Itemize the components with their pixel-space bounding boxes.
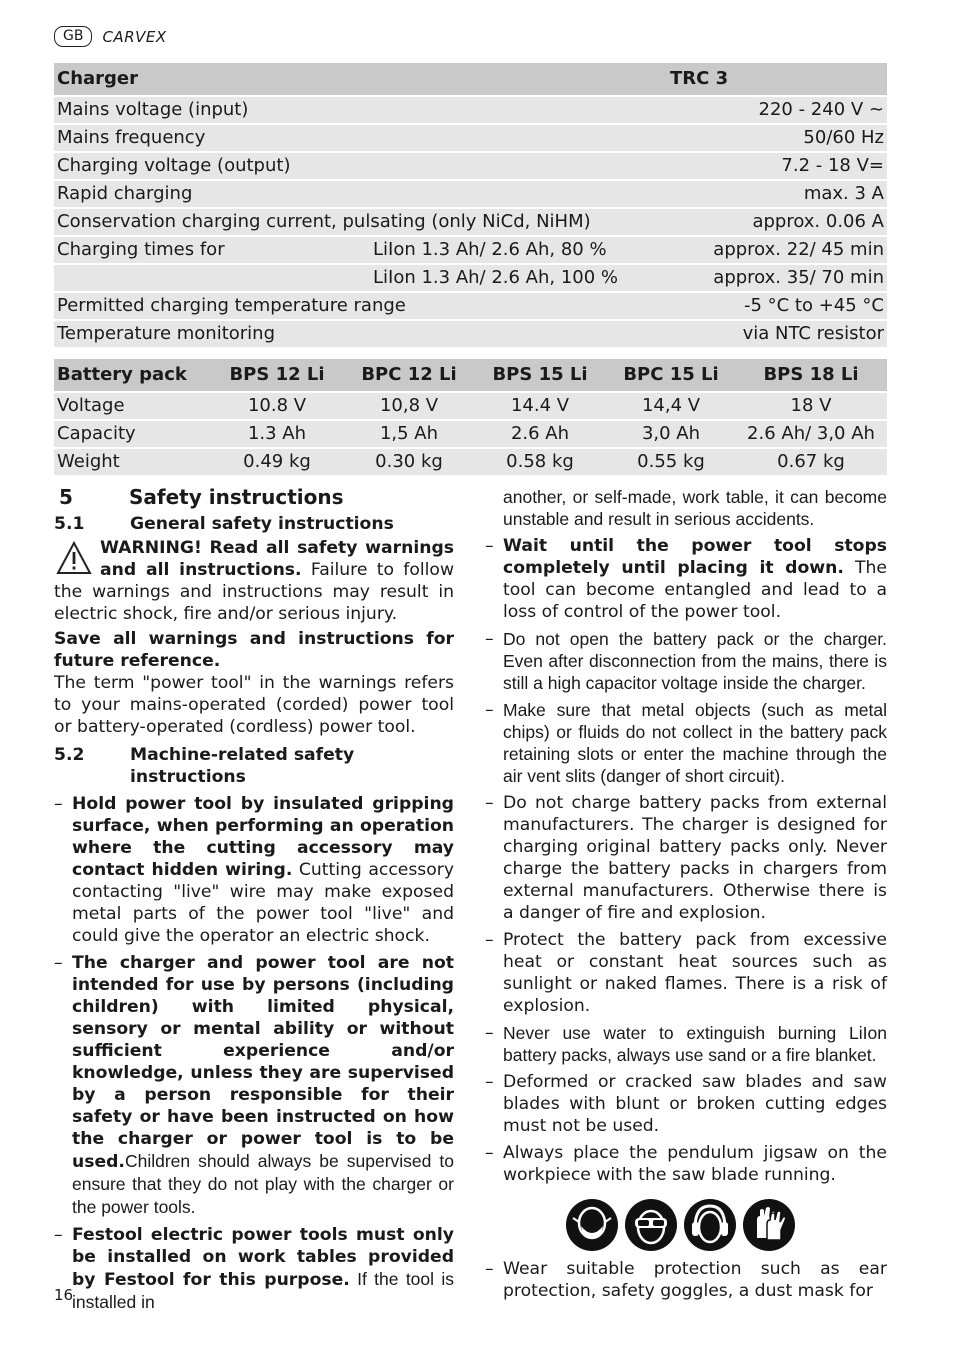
list-item: [54, 1224, 454, 1314]
list-item-text: Never use water to extinguish burning LiIon battery packs, always use sand or a fire blanket.: [503, 1023, 887, 1065]
section-number: 5.1: [54, 514, 85, 534]
table-cell: LiIon 1.3 Ah/ 2.6 Ah, 100 %: [370, 265, 670, 291]
table-row: [54, 421, 887, 447]
warning-paragraph: [54, 537, 454, 625]
list-item-text: Protect the battery pack from excessive heat or constant heat sources such as sunlight or naked flames. There is a risk of explosion.: [503, 930, 887, 1016]
table-cell: 0.30 kg: [345, 449, 473, 475]
right-column: [485, 486, 887, 1302]
table-cell: 0.49 kg: [209, 449, 345, 475]
bullet: –: [485, 1143, 494, 1163]
table-row: [54, 293, 887, 319]
table-cell: 14,4 V: [607, 393, 735, 419]
list-item: [485, 1071, 887, 1137]
table-row: [54, 97, 887, 123]
bullet: –: [54, 794, 63, 814]
table-row: [54, 181, 887, 207]
table-row: [54, 153, 887, 179]
ppe-icons: [565, 1198, 887, 1252]
list-item: [485, 1022, 887, 1066]
list-item-text: Children should always be supervised to ensure that they do not play with the charger or the power tools.: [72, 1151, 454, 1217]
table-cell: 7.2 - 18 V=: [670, 153, 887, 179]
bullet: –: [485, 700, 494, 720]
list-item: [54, 793, 454, 947]
list-item-bold: The charger and power tool are not intended for use by persons (including children) with limited physical, sensory or mental ability or without sufficient experience and/or knowledge, unless they are supervised by a person responsible for their safety or have been instructed on how the charger or power tool is to be used.: [72, 953, 454, 1172]
list-item: [485, 535, 887, 623]
table-cell: 3,0 Ah: [607, 421, 735, 447]
section-5-1-heading: [54, 513, 454, 535]
table-header-cell: BPS 12 Li: [209, 359, 345, 391]
warning-triangle-icon: [54, 537, 94, 581]
table-cell: Charging times for: [54, 237, 370, 263]
table-header-cell: BPC 12 Li: [345, 359, 473, 391]
table-cell: 18 V: [735, 393, 887, 419]
bullet: –: [54, 1225, 63, 1245]
table-cell: Mains frequency: [54, 125, 670, 151]
dust-mask-icon: [565, 1198, 619, 1252]
table-row: [54, 265, 887, 291]
table-cell: max. 3 A: [670, 181, 887, 207]
section-5-heading: [59, 486, 454, 508]
list-item-text: Deformed or cracked saw blades and saw blades with blunt or broken cutting edges must not be used.: [503, 1072, 887, 1136]
save-bold-text: Save all warnings and instructions for future reference.: [54, 629, 454, 671]
list-item-text: Wear suitable protection such as ear protection, safety goggles, a dust mask for: [503, 1259, 887, 1301]
charger-head-label: Charger: [54, 63, 670, 95]
table-header-cell: BPS 15 Li: [473, 359, 607, 391]
table-header-cell: Battery pack: [54, 359, 209, 391]
table-cell: 220 - 240 V ~: [670, 97, 887, 123]
language-badge: GB: [54, 26, 92, 47]
table-cell: Permitted charging temperature range: [54, 293, 670, 319]
table-header-cell: BPS 18 Li: [735, 359, 887, 391]
charger-table-header: [54, 63, 887, 95]
ear-protection-icon: [683, 1198, 737, 1252]
table-row: [54, 393, 887, 419]
list-item-bold: Wait until the power tool stops completely until placing it down.: [503, 536, 887, 578]
bullet: –: [485, 1023, 494, 1043]
table-cell: 10,8 V: [345, 393, 473, 419]
list-item-text: If the tool is installed in: [72, 1269, 454, 1312]
list-item: [485, 929, 887, 1017]
table-cell: 0.58 kg: [473, 449, 607, 475]
table-cell: 10.8 V: [209, 393, 345, 419]
term-paragraph: The term "power tool" in the warnings refers to your mains-operated (corded) power tool or battery-operated (cordless) power tool.: [54, 673, 454, 737]
table-row: [54, 321, 887, 347]
table-row: [54, 237, 887, 263]
safety-goggles-icon: [624, 1198, 678, 1252]
left-column: [54, 486, 454, 1314]
table-cell: 50/60 Hz: [670, 125, 887, 151]
list-item-bold: Festool electric power tools must only be installed on work tables provided by Festool for this purpose.: [72, 1225, 454, 1290]
page-number: 16: [54, 1286, 74, 1304]
table-cell: [54, 265, 370, 291]
bullet: –: [485, 1259, 494, 1279]
section-5-2-heading: [54, 744, 454, 788]
bullet: –: [485, 629, 494, 649]
list-item: [54, 952, 454, 1219]
table-cell: 0.67 kg: [735, 449, 887, 475]
bullet: –: [485, 930, 494, 950]
list-item-text: Cutting accessory contacting "live" wire may make exposed metal parts of the power tool "live" and could give the operator an electric shock.: [72, 860, 454, 946]
charger-head-model: TRC 3: [670, 63, 887, 95]
table-cell: Conservation charging current, pulsating (only NiCd, NiHM): [54, 209, 670, 235]
list-item: [485, 1142, 887, 1186]
bullet: –: [485, 536, 494, 556]
table-cell: 1,5 Ah: [345, 421, 473, 447]
model-name: CARVEX: [102, 27, 167, 46]
table-cell: approx. 35/ 70 min: [670, 265, 887, 291]
table-cell: -5 °C to +45 °C: [670, 293, 887, 319]
list-item-continuation: [485, 486, 887, 530]
charger-table: [54, 61, 887, 349]
list-item: [485, 792, 887, 924]
table-cell: via NTC resistor: [670, 321, 887, 347]
list-item: [485, 628, 887, 694]
warning-text: Failure to follow the warnings and instructions may result in electric shock, fire and/or serious injury.: [54, 560, 454, 624]
section-title: General safety instructions: [130, 514, 394, 534]
list-item-text: another, or self-made, work table, it can become unstable and result in serious accidents.: [503, 487, 887, 529]
battery-table-header: [54, 359, 887, 391]
table-cell: Weight: [54, 449, 209, 475]
bullet: –: [485, 793, 494, 813]
table-header-cell: BPC 15 Li: [607, 359, 735, 391]
table-cell: 1.3 Ah: [209, 421, 345, 447]
list-item-text: Do not open the battery pack or the charger. Even after disconnection from the mains, there is still a high capacitor voltage inside the charger.: [503, 629, 887, 693]
table-cell: 2.6 Ah: [473, 421, 607, 447]
table-cell: Capacity: [54, 421, 209, 447]
bullet: –: [485, 1072, 494, 1092]
section-title: Machine-related safety instructions: [130, 745, 355, 787]
list-item-text: The tool can become entangled and lead to a loss of control of the power tool.: [503, 558, 887, 622]
table-cell: Voltage: [54, 393, 209, 419]
table-cell: LiIon 1.3 Ah/ 2.6 Ah, 80 %: [370, 237, 670, 263]
section-title: Safety instructions: [129, 485, 344, 509]
table-cell: Temperature monitoring: [54, 321, 670, 347]
table-cell: 2.6 Ah/ 3,0 Ah: [735, 421, 887, 447]
page-header: [54, 26, 167, 47]
bullet: –: [54, 953, 63, 973]
section-number: 5: [59, 485, 73, 509]
table-cell: approx. 0.06 A: [670, 209, 887, 235]
table-cell: 0.55 kg: [607, 449, 735, 475]
list-item-text: Do not charge battery packs from external manufacturers. The charger is designed for charging original battery packs only. Never charge the battery packs in chargers from external manufacturers. Otherwise there is a danger of fire and explosion.: [503, 793, 887, 923]
list-item: [485, 1258, 887, 1302]
list-item-bold: Hold power tool by insulated gripping surface, when performing an operation where the cutting accessory may contact hidden wiring.: [72, 794, 454, 880]
list-item: [485, 699, 887, 787]
table-cell: Rapid charging: [54, 181, 670, 207]
list-item-text: Make sure that metal objects (such as metal chips) or fluids do not collect in the battery pack retaining slots or enter the machine through the air vent slits (danger of short circuit).: [503, 700, 887, 786]
battery-table: [54, 357, 887, 477]
table-cell: Charging voltage (output): [54, 153, 670, 179]
gloves-icon: [742, 1198, 796, 1252]
list-item-text: Always place the pendulum jigsaw on the workpiece with the saw blade running.: [503, 1143, 887, 1185]
table-cell: Mains voltage (input): [54, 97, 670, 123]
save-instructions: [54, 628, 454, 672]
table-cell: approx. 22/ 45 min: [670, 237, 887, 263]
table-cell: 14.4 V: [473, 393, 607, 419]
warning-bold-text: WARNING! Read all safety warnings and all instructions.: [100, 538, 454, 580]
table-row: [54, 125, 887, 151]
table-row: [54, 449, 887, 475]
section-number: 5.2: [54, 745, 85, 765]
table-row: [54, 209, 887, 235]
